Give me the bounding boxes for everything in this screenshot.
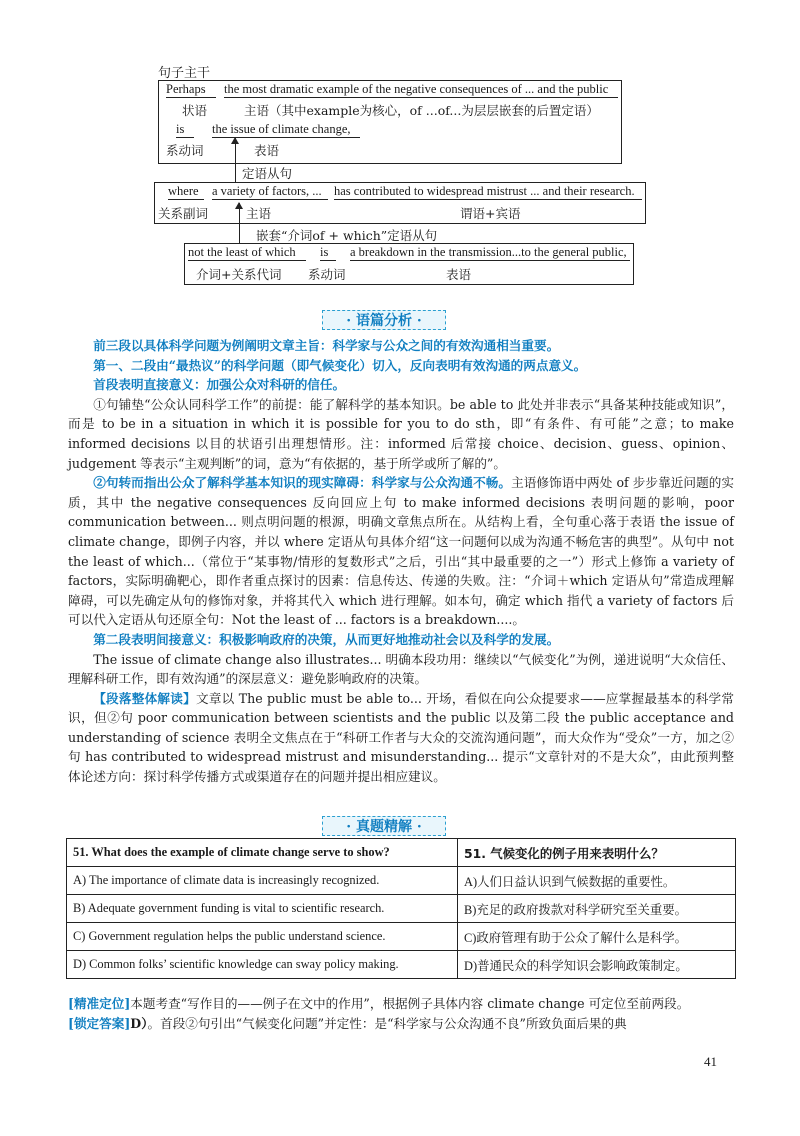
paragraph-sentence-2-body: 主语修饰语中两处 of 步步靠近问题的实质，其中 the negative consequences 反向回应上句 to make informed decisions 表明问题的影响，poor communication between... 则点明问题的根源，明确文章焦点所在。从结构上看，全句重心落于表语 the issue of climate change，即例子内容，并以 where 定语从句具体介绍“这一问题何以成为沟通不畅危害的典型”。从句中 not the least of which...（常位于“某事物/情形的复数形式”之后，引出“其中最重要的之一”）形式上修饰 a variety of factors，实际明确靶心，即作者重点探讨的因素：信息传达、传递的失败。注：“介词＋which 定语从句”常造成理解障碍，可以先确定从句的修饰对象，并将其代入 which 进行理解。如本句，确定 which 指代 a variety of factors 后可以代入定语从句还原全句：Not the least of ... factors is a breakdown....。 xyxy=(68,475,735,628)
answer-letter: D） xyxy=(130,1015,148,1031)
main-predicative-text: the issue of climate change, xyxy=(212,122,360,138)
question-cn: 51. 气候变化的例子用来表明什么？ xyxy=(458,839,736,867)
label-clause-predicate: 谓语+宾语 xyxy=(460,206,521,221)
nested-part1: not the least of which xyxy=(188,245,306,261)
analysis-block xyxy=(68,336,734,787)
option-row xyxy=(67,867,736,895)
locate-text: 本题考查“写作目的——例子在文中的作用”，根据例子具体内容 climate change 可定位至前两段。 xyxy=(130,996,690,1011)
nested-part2: is xyxy=(320,245,336,261)
option-d-en: D) Common folks’ scientific knowledge can sway policy making. xyxy=(67,951,458,979)
main-perhaps: Perhaps xyxy=(166,82,216,98)
label-adverbial: 状语 xyxy=(182,103,208,118)
option-a-cn: A)人们日益认识到气候数据的重要性。 xyxy=(458,867,736,895)
label-nested-predicative: 表语 xyxy=(446,267,472,282)
option-row xyxy=(67,951,736,979)
question-row xyxy=(67,839,736,867)
option-b-cn: B)充足的政府拨款对科学研究至关重要。 xyxy=(458,895,736,923)
diagram-heading: 句子主干 xyxy=(158,66,211,81)
question-table xyxy=(66,838,736,979)
answer-text: 。首段②句引出“气候变化问题”并定性：是“科学家与公众沟通不良”所致负面后果的典 xyxy=(147,1015,627,1031)
answer-block xyxy=(68,994,734,1033)
line-intro-two-paragraphs: 第一、二段由“最热议”的科学问题（即气候变化）切入，反向表明有效沟通的两点意义。 xyxy=(93,357,587,373)
paragraph-sentence-1: ①句铺垫“公众认同科学工作”的前提：能了解科学的基本知识。be able to 此处并非表示“具备某种技能或知识”，而是 to be in a situation in which it is possible for you to do sth，即“有条件、有可能”之意；to make informed decisions 以目的状语引出理想情形。注：informed 后常接 choice、decision、guess、opinion、judgement 等表示“主观判断”的词，意为“有依据的，基于所学或所了解的”。 xyxy=(68,396,734,471)
clause-subject-text: a variety of factors, ... xyxy=(212,184,328,200)
option-c-cn: C)政府管理有助于公众了解什么是科学。 xyxy=(458,923,736,951)
section-title-discourse-analysis: · 语篇分析 · xyxy=(322,310,446,330)
answer-tag: [锁定答案] xyxy=(68,1015,131,1031)
label-predicative: 表语 xyxy=(254,143,280,158)
locate-tag: [精准定位] xyxy=(68,996,131,1011)
label-nested-linking: 系动词 xyxy=(308,267,346,282)
label-linking-verb: 系动词 xyxy=(166,143,204,158)
main-is: is xyxy=(176,122,194,138)
option-c-en: C) Government regulation helps the public understand science. xyxy=(67,923,458,951)
line-direct-meaning: 首段表明直接意义：加强公众对科研的信任。 xyxy=(93,377,346,393)
label-prep-relpron: 介词+关系代词 xyxy=(196,267,282,282)
page-number: 41 xyxy=(704,1054,717,1069)
arrow-up-1 xyxy=(235,138,236,182)
option-a-en: A) The importance of climate data is increasingly recognized. xyxy=(67,867,458,895)
nested-part3: a breakdown in the transmission...to the general public, xyxy=(350,245,630,261)
option-b-en: B) Adequate government funding is vital to scientific research. xyxy=(67,895,458,923)
main-subject-text: the most dramatic example of the negative consequences of ... and the public xyxy=(224,82,618,98)
option-row xyxy=(67,923,736,951)
question-en: 51. What does the example of climate change serve to show? xyxy=(67,839,458,867)
option-row xyxy=(67,895,736,923)
line-indirect-meaning: 第二段表明间接意义：积极影响政府的决策，从而更好地推动社会以及科学的发展。 xyxy=(93,631,560,647)
attr-clause-label: 定语从句 xyxy=(242,166,293,181)
clause-where: where xyxy=(168,184,204,200)
label-clause-subject: 主语 xyxy=(246,206,272,221)
arrow-up-2 xyxy=(239,203,240,243)
label-subject: 主语（其中example为核心，of ...of...为层层嵌套的后置定语） xyxy=(244,103,599,118)
clause-predicate-text: has contributed to widespread mistrust ... and their research. xyxy=(334,184,642,200)
paragraph-second-para: The issue of climate change also illustrates... 明确本段功用：继续以“气候变化”为例，递进说明“大众信任、理解科研工作，即有效沟通”的深层意义：避免影响政府的决策。 xyxy=(68,651,734,687)
nested-clause-label: 嵌套“介词of + which”定语从句 xyxy=(256,228,438,243)
overall-reading-tag: 【段落整体解读】 xyxy=(93,690,196,706)
option-d-cn: D)普通民众的科学知识会影响政策制定。 xyxy=(458,951,736,979)
overall-reading-text: 文章以 The public must be able to... 开场，看似在向公众提要求——应掌握最基本的科学常识，但②句 poor communication between scientists and the public 以及第二段 the public acceptance and understanding of science 表明全文焦点在于“科研工作者与大众的交流沟通问题”，而大众作为“受众”一方，加之②句 has contributed to widespread mistrust and misunderstanding... 提示“文章针对的不是大众”，由此预判整体论述方向：探讨科学传播方式或渠道存在的问题并提出相应建议。 xyxy=(68,690,735,785)
line-main-idea: 前三段以具体科学问题为例阐明文章主旨：科学家与公众之间的有效沟通相当重要。 xyxy=(93,338,560,353)
section-title-question-analysis: · 真题精解 · xyxy=(322,816,446,836)
paragraph-sentence-2-head: ②句转而指出公众了解科学基本知识的现实障碍：科学家与公众沟通不畅。 xyxy=(93,475,512,491)
label-relative-adverb: 关系副词 xyxy=(158,206,209,221)
